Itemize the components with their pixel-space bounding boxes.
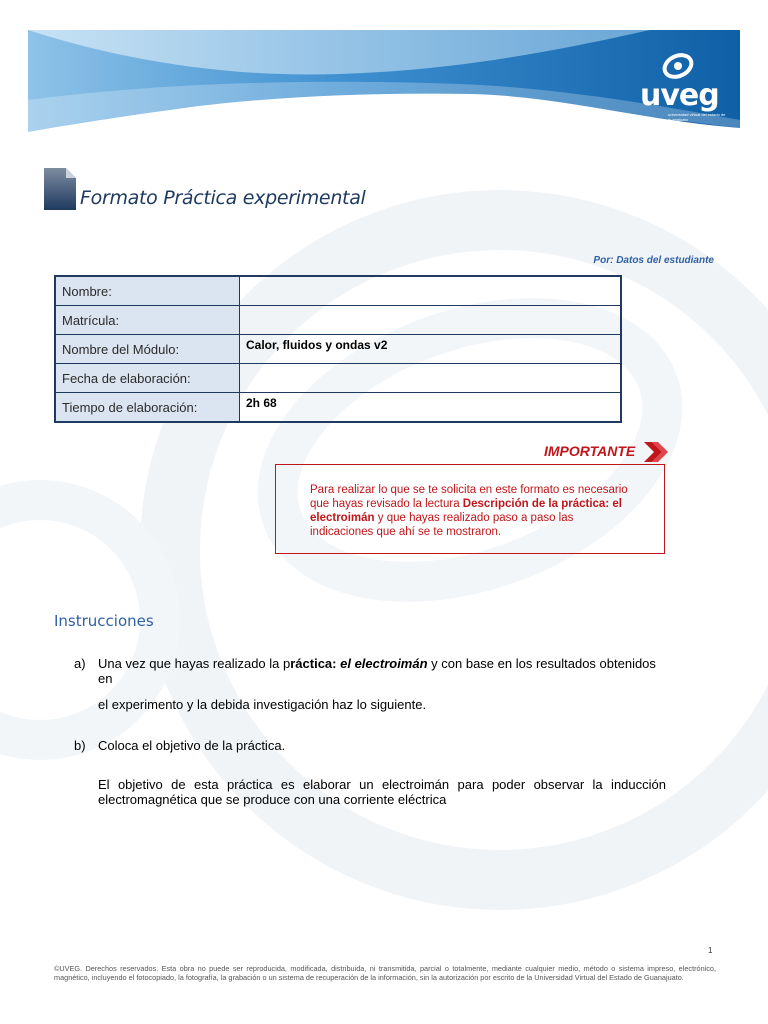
time-label: Tiempo de elaboración: [55, 393, 240, 423]
module-label: Nombre del Módulo: [55, 335, 240, 364]
copyright-footer: ©UVEG. Derechos reservados. Esta obra no puede ser reproducida, modificada, distribuida, ni transmitida, parcial o totalmente, mediante cualquier medio, método o sistema impreso, electrónico, magnético, incluyendo el fotocopiado, la fotografía, la grabación o un sistema de recuperación de la información, sin la autorización por escrito de la Universidad Virtual del Estado de Guanajuato. [54, 964, 716, 982]
item-a-marker: a) [74, 656, 86, 671]
document-icon [42, 168, 76, 210]
matricula-value[interactable] [240, 306, 622, 335]
item-b-text: Coloca el objetivo de la práctica. [98, 738, 286, 753]
item-a-bold: ráctica: [290, 656, 341, 671]
item-a-text [98, 656, 668, 686]
table-row [55, 364, 621, 393]
student-info-table [54, 275, 622, 423]
double-chevron-right-icon [642, 440, 670, 464]
item-b-marker: b) [74, 738, 86, 753]
instructions-heading: Instrucciones [54, 612, 154, 630]
notice-text-end: y que hayas realizado paso a paso las indicaciones que ahí se te mostraron. [310, 512, 574, 538]
table-row [55, 306, 621, 335]
item-a-text-end: y con base en los resultados obtenidos en [98, 656, 656, 686]
table-row [55, 276, 621, 306]
page-title: Formato Práctica experimental [80, 187, 366, 209]
name-value[interactable] [240, 276, 622, 306]
name-label: Nombre: [55, 276, 240, 306]
important-notice-box [275, 464, 665, 554]
page-number: 1 [708, 946, 713, 955]
logo-subtext: universidad virtual del estado de guanajuato [668, 112, 726, 122]
logo-text: uveg [640, 78, 719, 113]
module-value[interactable]: Calor, fluidos y ondas v2 [240, 335, 622, 364]
notice-reading-title: Descripción de la práctica: el electroimán [310, 498, 622, 524]
item-a-text-start: Una vez que hayas realizado la p [98, 656, 291, 671]
item-a-text-line2: el experimento y la debida investigación haz lo siguiente. [98, 697, 427, 712]
objective-text: El objetivo de esta práctica es elaborar un electroimán para poder observar la inducción electromagnética que se produce con una corriente eléctrica [98, 777, 666, 807]
table-row [55, 335, 621, 364]
item-a-bold-italic: el electroimán [340, 656, 428, 671]
time-value[interactable]: 2h 68 [240, 393, 622, 423]
date-label: Fecha de elaboración: [55, 364, 240, 393]
by-line: Por: Datos del estudiante [593, 255, 714, 266]
matricula-label: Matrícula: [55, 306, 240, 335]
notice-text: Para realizar lo que se te solicita en este formato es necesario que hayas revisado la lectura [310, 484, 628, 510]
date-value[interactable] [240, 364, 622, 393]
important-label: IMPORTANTE [544, 443, 636, 459]
table-row [55, 393, 621, 423]
